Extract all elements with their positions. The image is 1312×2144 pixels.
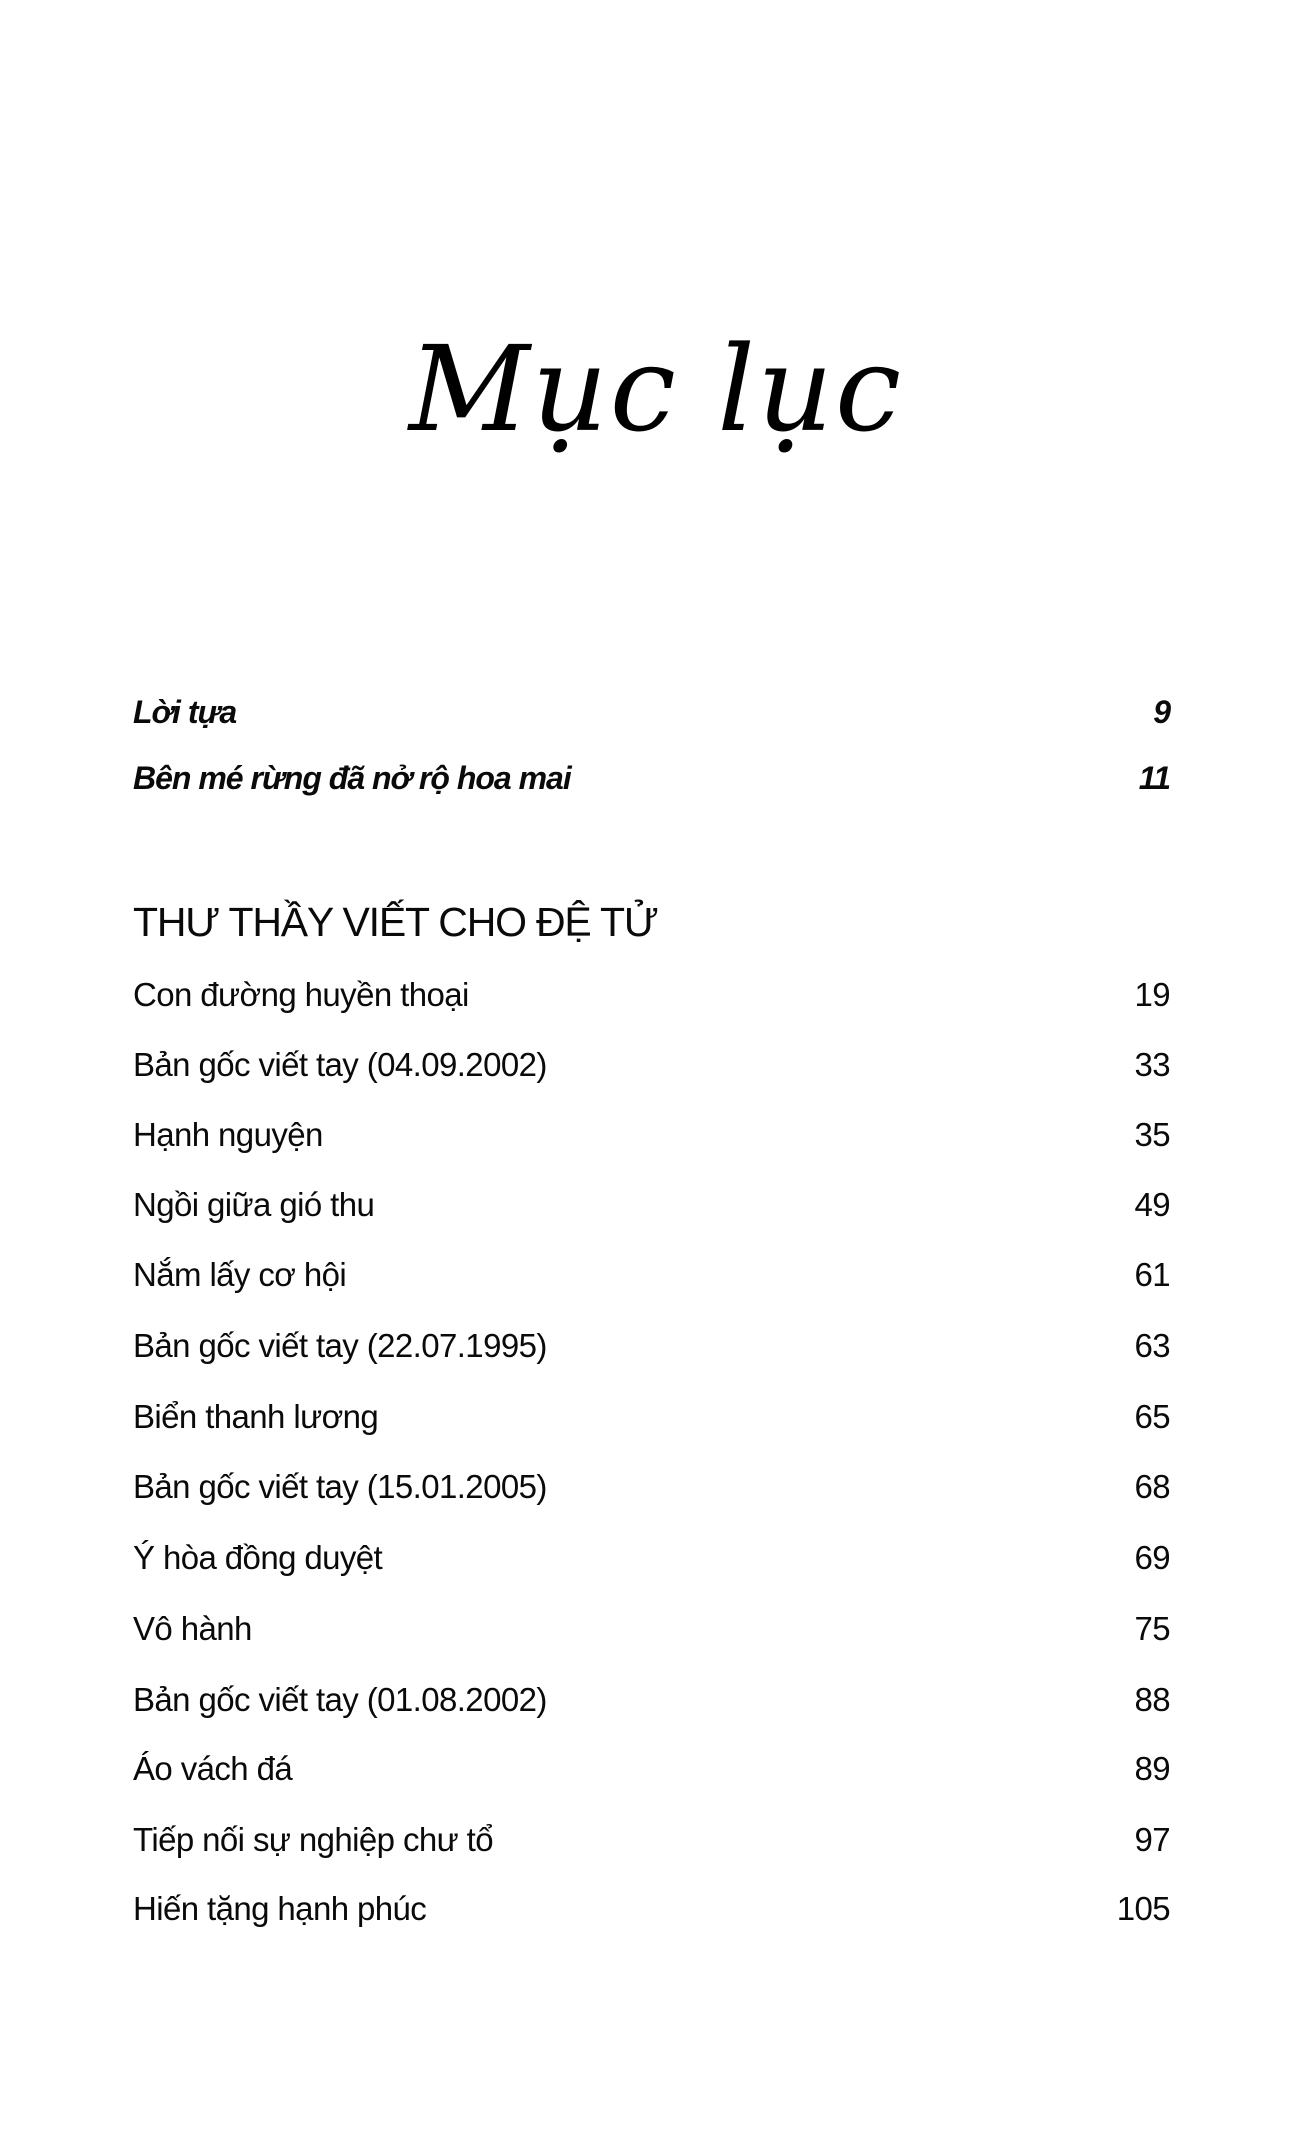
toc-entry-page: 11 (1138, 760, 1170, 796)
toc-entry-page: 89 (1134, 1750, 1170, 1787)
toc-entry-title: Bản gốc viết tay (01.08.2002) (133, 1681, 547, 1718)
toc-entry-page: 19 (1134, 976, 1170, 1013)
toc-entry[interactable] (133, 1747, 1170, 1791)
toc-entry-page: 63 (1134, 1327, 1170, 1364)
toc-front-entry[interactable] (133, 690, 1170, 734)
toc-entry[interactable] (133, 1253, 1170, 1297)
toc-front-entry[interactable] (133, 756, 1170, 800)
toc-entry-title: Biển thanh lương (133, 1398, 379, 1435)
toc-entry-title: Bản gốc viết tay (22.07.1995) (133, 1327, 547, 1364)
toc-entry-page: 68 (1134, 1468, 1170, 1505)
toc-entry-page: 33 (1134, 1046, 1170, 1083)
toc-entry-page: 88 (1134, 1681, 1170, 1718)
toc-entry[interactable] (133, 1818, 1170, 1862)
toc-entry[interactable] (133, 1395, 1170, 1439)
toc-entry-title: Áo vách đá (133, 1750, 293, 1787)
toc-entry-page: 75 (1134, 1610, 1170, 1647)
toc-entry[interactable] (133, 1607, 1170, 1651)
toc-entry-page: 97 (1134, 1821, 1170, 1858)
toc-entry-page: 61 (1134, 1256, 1170, 1293)
toc-entry-title: Bên mé rừng đã nở rộ hoa mai (133, 760, 571, 796)
toc-entry[interactable] (133, 1465, 1170, 1509)
toc-entry-title: Nắm lấy cơ hội (133, 1256, 347, 1293)
toc-entry-title: Hạnh nguyện (133, 1116, 323, 1153)
toc-entry-title: Ý hòa đồng duyệt (133, 1539, 383, 1576)
toc-entry-title: Hiến tặng hạnh phúc (133, 1890, 427, 1927)
toc-entry[interactable] (133, 1183, 1170, 1227)
toc-entry[interactable] (133, 1113, 1170, 1157)
toc-entry[interactable] (133, 1324, 1170, 1368)
toc-entry-page: 105 (1116, 1890, 1170, 1927)
toc-entry-title: Bản gốc viết tay (04.09.2002) (133, 1046, 547, 1083)
toc-entry[interactable] (133, 973, 1170, 1017)
section-heading: THƯ THẦY VIẾT CHO ĐỆ TỬ (133, 899, 658, 945)
toc-entry-title: Vô hành (133, 1610, 252, 1647)
toc-entry-page: 69 (1134, 1539, 1170, 1576)
toc-entry-title: Lời tựa (133, 694, 237, 730)
toc-entry[interactable] (133, 1678, 1170, 1722)
toc-entry-title: Con đường huyền thoại (133, 976, 469, 1013)
toc-entry-title: Tiếp nối sự nghiệp chư tổ (133, 1821, 494, 1858)
toc-entry-page: 65 (1134, 1398, 1170, 1435)
toc-entry-page: 9 (1153, 694, 1170, 730)
toc-entry-page: 35 (1134, 1116, 1170, 1153)
toc-entry-page: 49 (1134, 1186, 1170, 1223)
toc-entry[interactable] (133, 1887, 1170, 1931)
toc-entry[interactable] (133, 1536, 1170, 1580)
page-title: Mục lục (408, 320, 904, 458)
toc-entry-title: Ngồi giữa gió thu (133, 1186, 375, 1223)
toc-entry-title: Bản gốc viết tay (15.01.2005) (133, 1468, 547, 1505)
toc-entry[interactable] (133, 1043, 1170, 1087)
